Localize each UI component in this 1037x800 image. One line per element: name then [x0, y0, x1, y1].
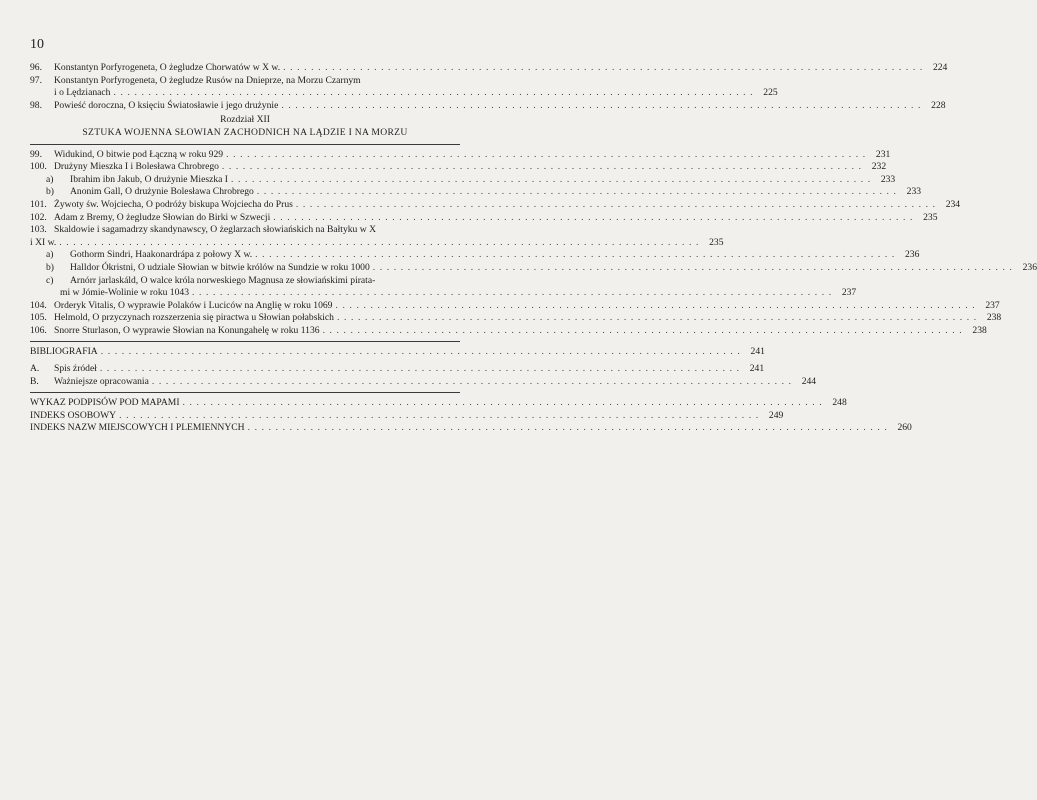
- toc-entry-continuation: [30, 87, 778, 100]
- entry-number: 102.: [30, 211, 47, 223]
- toc-subentry: [30, 261, 1037, 275]
- dot-leader: [189, 287, 832, 300]
- dot-leader: [270, 212, 913, 225]
- entry-title: Gothorm Sindri, Haakonardrápa z połowy X w.: [70, 249, 253, 261]
- dot-leader: [293, 199, 936, 212]
- dot-leader: [278, 100, 921, 113]
- toc-entry: [30, 75, 460, 88]
- toc-subentry-continuation: [30, 287, 857, 300]
- toc-entry: [30, 299, 1000, 313]
- chapter-heading: Rozdział XII: [220, 114, 270, 126]
- entry-number: 97.: [30, 74, 42, 86]
- subentry-letter: a): [46, 249, 54, 261]
- dot-leader: [370, 262, 1013, 275]
- entry-number: 99.: [30, 148, 42, 160]
- entry-page: 238: [972, 324, 987, 336]
- dot-leader: [97, 363, 740, 376]
- toc-subentry: [30, 173, 896, 187]
- entry-page: 224: [932, 62, 948, 73]
- toc-subentry: [30, 375, 817, 389]
- toc-entry: [30, 312, 1002, 325]
- divider: [30, 144, 460, 145]
- entry-page: 235: [709, 236, 724, 248]
- table-of-contents: [30, 62, 1037, 435]
- entry-page: 234: [945, 198, 961, 210]
- toc-subentry: [30, 249, 920, 262]
- dot-leader: [334, 312, 977, 325]
- entry-page: 225: [763, 87, 778, 99]
- dot-leader: [116, 410, 759, 423]
- entry-page: 228: [931, 99, 946, 111]
- entry-title: Drużyny Mieszka I i Bolesława Chrobrego: [54, 161, 219, 173]
- toc-entry: [30, 397, 847, 410]
- entry-title: INDEKS OSOBOWY: [30, 409, 117, 421]
- entry-page: 241: [749, 363, 765, 375]
- entry-title: Arnórr jarlaskáld, O walce króla norweskiego Magnusa ze słowiańskimi pirata-: [70, 274, 376, 286]
- entry-title: Skaldowie i sagamadrzy skandynawscy, O żeglarzach słowiańskich na Bałtyku w X: [54, 224, 377, 236]
- entry-page: 236: [904, 249, 920, 261]
- divider: [30, 341, 460, 342]
- entry-page: 237: [985, 299, 1000, 311]
- entry-title: Ibrahim ibn Jakub, O drużynie Mieszka I: [70, 173, 228, 185]
- entry-title-continuation: i XI w.: [30, 236, 57, 248]
- entry-page: 244: [801, 375, 817, 387]
- entry-page: 236: [1022, 261, 1037, 273]
- entry-page: 248: [832, 397, 847, 409]
- entry-title: Snorre Sturlason, O wyprawie Słowian na Konungahelę w roku 1136: [54, 324, 320, 336]
- dot-leader: [223, 149, 866, 162]
- dot-leader: [245, 422, 888, 435]
- entry-number: 105.: [30, 312, 47, 324]
- subentry-letter: A.: [30, 363, 40, 375]
- entry-page: 231: [875, 148, 891, 160]
- toc-entry-continuation: [30, 236, 724, 250]
- entry-number: 101.: [30, 198, 47, 210]
- toc-subentry: [30, 186, 922, 199]
- entry-title: Anonim Gall, O drużynie Bolesława Chrobrego: [70, 186, 254, 198]
- entry-page: 235: [923, 211, 938, 223]
- entry-page: 260: [897, 422, 912, 434]
- toc-entry: [30, 211, 938, 225]
- dot-leader: [219, 161, 862, 174]
- toc-entry: [30, 99, 946, 113]
- toc-subentry: [30, 363, 765, 376]
- toc-entry: [30, 161, 887, 174]
- subentry-letter: a): [46, 173, 54, 185]
- subentry-letter: b): [46, 261, 54, 273]
- entry-page: 249: [768, 409, 784, 421]
- entry-page: 233: [906, 186, 922, 198]
- entry-title: Spis źródeł: [54, 363, 97, 375]
- subentry-letter: b): [46, 186, 54, 198]
- dot-leader: [332, 300, 975, 313]
- subentry-letter: B.: [30, 375, 39, 387]
- divider: [30, 392, 460, 393]
- subentry-letter: c): [46, 274, 54, 286]
- entry-page: 241: [750, 346, 765, 358]
- toc-entry: [30, 409, 784, 423]
- entry-page: 237: [841, 287, 857, 299]
- dot-leader: [56, 237, 699, 250]
- toc-entry: [30, 62, 948, 75]
- entry-title-continuation: mi w Jómie-Wolinie w roku 1043: [60, 287, 189, 299]
- entry-number: 104.: [30, 299, 47, 311]
- dot-leader: [280, 62, 923, 75]
- entry-title: Konstantyn Porfyrogeneta, O żegludze Rusów na Dnieprze, na Morzu Czarnym: [54, 74, 361, 86]
- dot-leader: [252, 249, 895, 262]
- chapter-title: SZTUKA WOJENNA SŁOWIAN ZACHODNICH NA LĄDZIE I NA MORZU: [82, 126, 408, 138]
- entry-page: 233: [880, 173, 896, 185]
- entry-title: Konstantyn Porfyrogeneta, O żegludze Chorwatów w X w.: [54, 62, 281, 73]
- entry-number: 100.: [30, 161, 47, 173]
- entry-title: Orderyk Vitalis, O wyprawie Polaków i Luciców na Anglię w roku 1069: [54, 299, 333, 311]
- entry-number: 96.: [30, 62, 42, 73]
- dot-leader: [254, 186, 897, 199]
- dot-leader: [110, 87, 753, 100]
- dot-leader: [149, 376, 792, 389]
- page-number: 10: [30, 37, 44, 52]
- toc-subentry: [30, 275, 460, 288]
- toc-entry: [30, 224, 460, 237]
- entry-page: 232: [871, 161, 887, 173]
- entry-title-continuation: i o Lędzianach: [54, 87, 111, 99]
- entry-number: 106.: [30, 324, 47, 336]
- entry-title: INDEKS NAZW MIEJSCOWYCH I PLEMIENNYCH: [30, 422, 245, 434]
- entry-title: Powieść doroczna, O księciu Światosławie i jego drużynie: [54, 99, 279, 111]
- entry-title: Halldor Ókristni, O udziale Słowian w bitwie królów na Sundzie w roku 1000: [70, 261, 370, 273]
- entry-number: 103.: [30, 224, 47, 236]
- toc-entry: [30, 346, 765, 359]
- dot-leader: [228, 174, 871, 187]
- entry-number: 98.: [30, 99, 42, 111]
- dot-leader: [180, 397, 823, 410]
- dot-leader: [320, 325, 963, 338]
- entry-title: Widukind, O bitwie pod Łączną w roku 929: [54, 148, 224, 160]
- entry-title: Adam z Bremy, O żegludze Słowian do Birki w Szwecji: [54, 211, 271, 223]
- toc-entry: [30, 422, 912, 435]
- entry-title: Żywoty św. Wojciecha, O podróży biskupa Wojciecha do Prus: [54, 198, 293, 210]
- entry-page: 238: [986, 312, 1002, 324]
- entry-title: WYKAZ PODPISÓW POD MAPAMI: [30, 397, 180, 409]
- entry-title: Ważniejsze opracowania: [54, 375, 149, 387]
- entry-title: Helmold, O przyczynach rozszerzenia się piractwa u Słowian połabskich: [54, 312, 334, 324]
- toc-entry: [30, 198, 961, 212]
- bibliography-heading: BIBLIOGRAFIA: [30, 346, 98, 358]
- toc-entry: [30, 324, 987, 338]
- toc-entry: [30, 148, 891, 162]
- dot-leader: [98, 346, 741, 359]
